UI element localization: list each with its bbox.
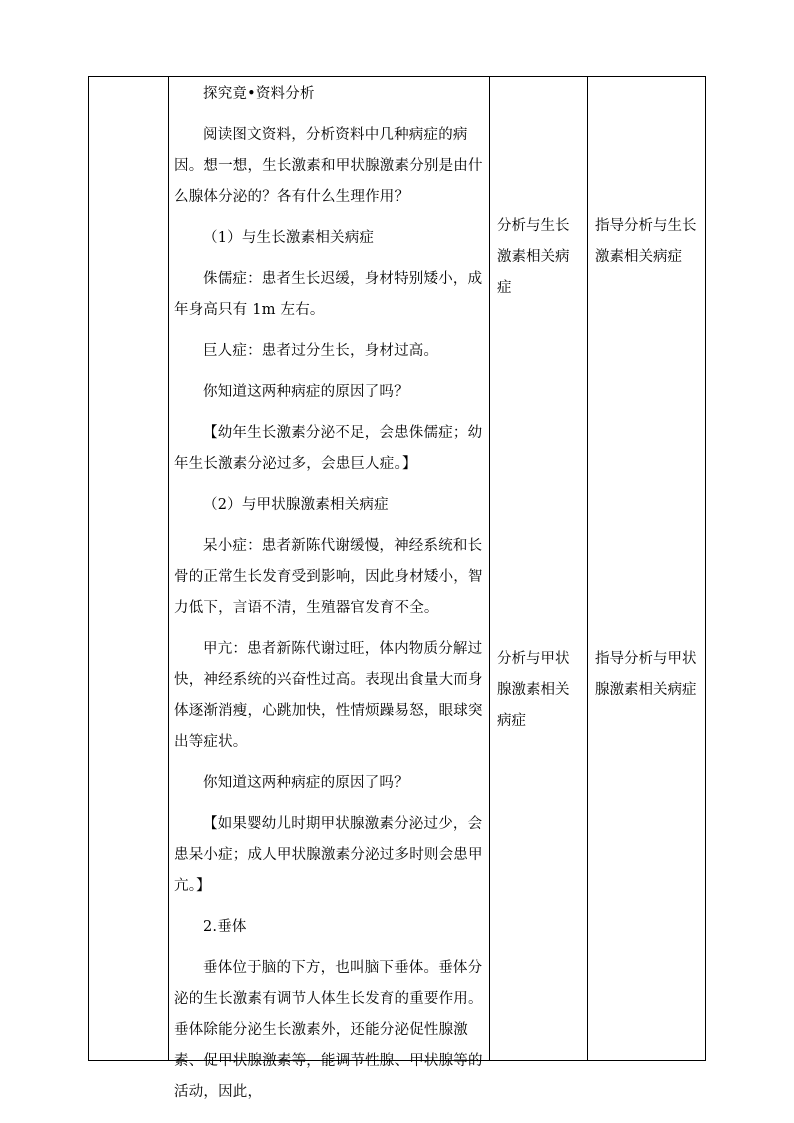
teacher-activity-thyroid: 指导分析与甲状腺激素相关病症 bbox=[595, 651, 697, 698]
lesson-table bbox=[88, 76, 706, 1100]
answer-paragraph: 【如果婴幼儿时期甲状腺激素分泌过少，会患呆小症；成人甲状腺激素分泌过多时则会患甲亢。】 bbox=[174, 816, 483, 894]
question-paragraph: 你知道这两种病症的原因了吗？ bbox=[203, 775, 409, 791]
content-paragraph: 呆小症：患者新陈代谢缓慢，神经系统和长骨的正常生长发育受到影响，因此身材矮小，智力低下，言语不清，生殖器官发育不全。 bbox=[174, 538, 483, 616]
section-heading: 2.垂体 bbox=[203, 919, 247, 935]
teaching-content-column bbox=[168, 77, 489, 1100]
subheading-growth: （1）与生长激素相关病症 bbox=[203, 230, 375, 246]
content-paragraph: 阅读图文资料，分析资料中几种病症的病因。想一想，生长激素和甲状腺激素分别是由什么腺体分泌的？各有什么生理作用？ bbox=[174, 127, 483, 205]
content-paragraph: 甲亢：患者新陈代谢过旺，体内物质分解过快，神经系统的兴奋性过高。表现出食量大而身体逐渐消瘦，心跳加快，性情烦躁易怒，眼球突出等症状。 bbox=[174, 641, 483, 750]
student-activity-thyroid: 分析与甲状腺激素相关病症 bbox=[497, 651, 570, 729]
content-paragraph: 垂体位于脑的下方，也叫脑下垂体。垂体分泌的生长激素有调节人体生长发育的重要作用。垂体除能分泌生长激素外，还能分泌促性腺激素、促甲状腺激素等，能调节性腺、甲状腺等的活动，因此， bbox=[174, 960, 483, 1100]
student-activity-growth: 分析与生长激素相关病症 bbox=[497, 218, 570, 296]
content-paragraph: 巨人症：患者过分生长，身材过高。 bbox=[203, 343, 439, 359]
section-heading: 探究竟•资料分析 bbox=[203, 86, 315, 102]
teacher-activity-growth: 指导分析与生长激素相关病症 bbox=[595, 218, 697, 265]
content-paragraph: 侏儒症：患者生长迟缓，身材特别矮小，成年身高只有 1m 左右。 bbox=[174, 271, 483, 318]
answer-paragraph: 【幼年生长激素分泌不足，会患侏儒症；幼年生长激素分泌过多，会患巨人症。】 bbox=[174, 425, 483, 472]
subheading-thyroid: （2）与甲状腺激素相关病症 bbox=[203, 497, 389, 513]
question-paragraph: 你知道这两种病症的原因了吗？ bbox=[203, 384, 409, 400]
